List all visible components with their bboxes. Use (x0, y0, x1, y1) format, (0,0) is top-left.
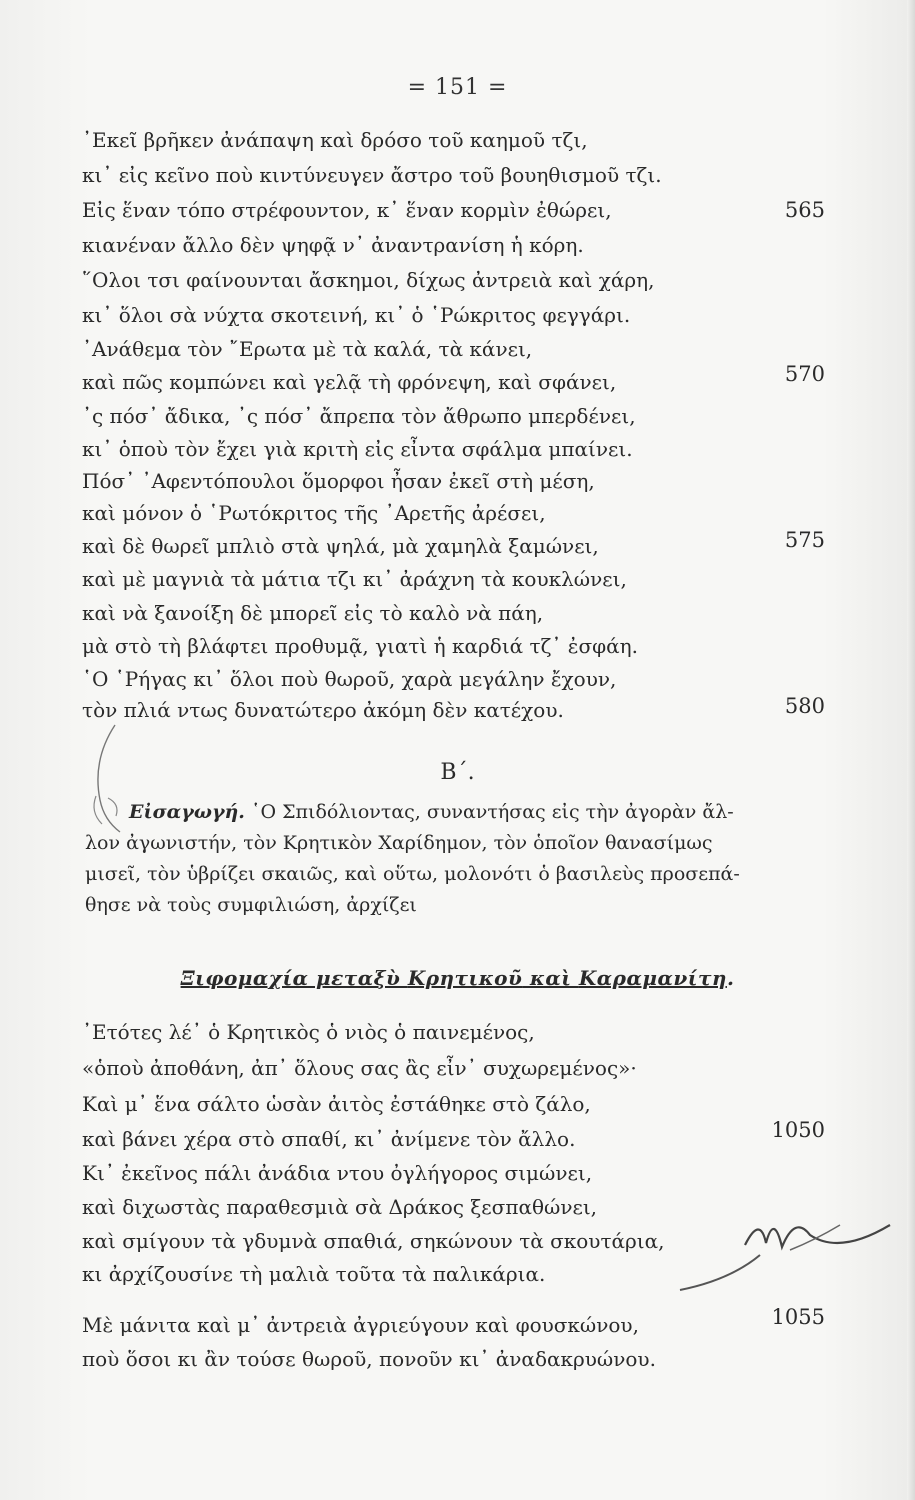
intro-line: θησε νὰ τοὺς συμφιλιώση, ἀρχίζει (85, 894, 417, 916)
line-number: 580 (784, 694, 825, 718)
intro-line (85, 797, 835, 828)
verse-line: Πόσ᾿ ᾿Αφεντόπουλοι ὅμορφοι ἦσαν ἐκεῖ στὴ μέση, (82, 469, 595, 493)
verse-line: ᾿Εκεῖ βρῆκεν ἀνάπαψη καὶ δρόσο τοῦ καημοῦ τζι, (82, 128, 588, 152)
verse-line: καὶ μόνον ὁ ῾Ρωτόκριτος τῆς ᾿Αρετῆς ἀρέσει, (82, 501, 546, 525)
line-number: 1055 (771, 1305, 825, 1329)
line-number: 1050 (771, 1118, 825, 1142)
verse-line: κι᾿ εἰς κεῖνο ποὺ κιντύνευγεν ἄστρο τοῦ βουηθισμοῦ τζι. (82, 163, 662, 187)
intro-line: λον ἀγωνιστήν, τὸν Κρητικὸν Χαρίδημον, τὸν ὁποῖον θανασίμως (85, 832, 713, 854)
verse-line: καὶ βάνει χέρα στὸ σπαθί, κι᾿ ἀνίμενε τὸν ἄλλο. (82, 1127, 576, 1151)
verse-line: καὶ πῶς κομπώνει καὶ γελᾷ τὴ φρόνεψη, καὶ σφάνει, (82, 370, 617, 394)
verse-line: τὸν πλιά ντως δυνατώτερο ἀκόμη δὲν κατέχου. (82, 698, 564, 722)
verse-line: καὶ νὰ ξανοίξη δὲ μπορεῖ εἰς τὸ καλὸ νὰ πάη, (82, 601, 544, 625)
verse-line: Μὲ μάνιτα καὶ μ᾿ ἀντρειὰ ἀγριεύγουν καὶ φουσκώνου, (82, 1313, 639, 1337)
verse-line: Καὶ μ᾿ ἕνα σάλτο ὡσὰν ἀιτὸς ἐστάθηκε στὸ ζάλο, (82, 1092, 591, 1116)
verse-line: κιανέναν ἄλλο δὲν ψηφᾷ ν᾿ ἀναντρανίση ἡ κόρη. (82, 233, 584, 257)
verse-line: καὶ μὲ μαγνιὰ τὰ μάτια τζι κι᾿ ἀράχνη τὰ κουκλώνει, (82, 567, 627, 591)
verse-line: μὰ στὸ τὴ βλάφτει προθυμᾷ, γιατὶ ἡ καρδιά τζ᾿ ἐσφάη. (82, 634, 639, 658)
verse-line: «ὁποὺ ἀποθάνη, ἀπ᾿ ὅλους σας ἂς εἶν᾿ συχωρεμένος»· (82, 1056, 637, 1080)
section-subtitle: Ξιφομαχία μεταξὺ Κρητικοῦ καὶ Καραμανίτη. (180, 966, 735, 990)
verse-line: κι᾿ ὁποὺ τὸν ἔχει γιὰ κριτὴ εἰς εἶντα σφάλμα μπαίνει. (82, 437, 633, 461)
verse-line: Κι᾿ ἐκεῖνος πάλι ἀνάδια ντου ὀγλήγορος σιμώνει, (82, 1161, 593, 1185)
section-heading: Β΄. (440, 760, 475, 785)
introduction-paragraph (85, 797, 835, 921)
verse-line: ᾿Ετότες λέ᾿ ὁ Κρητικὸς ὁ νιὸς ὁ παινεμένος, (82, 1020, 535, 1044)
page-edge-shadow (907, 0, 915, 1500)
line-number: 570 (784, 362, 825, 386)
page-number: = 151 = (407, 75, 508, 100)
verse-line: κι ἀρχίζουσίνε τὴ μαλιὰ τοῦτα τὰ παλικάρια. (82, 1262, 546, 1286)
verse-line: ῾Ο ῾Ρήγας κι᾿ ὅλοι ποὺ θωροῦ, χαρὰ μεγάλην ἔχουν, (82, 667, 617, 691)
line-number: 575 (784, 528, 825, 552)
verse-line: καὶ δὲ θωρεῖ μπλιὸ στὰ ψηλά, μὰ χαμηλὰ ξαμώνει, (82, 534, 599, 558)
verse-line: ῞Ολοι τσι φαίνουνται ἄσκημοι, δίχως ἀντρειὰ καὶ χάρη, (82, 268, 655, 292)
verse-line: ᾿ς πόσ᾿ ἄδικα, ᾿ς πόσ᾿ ἄπρεπα τὸν ἄθρωπο μπερδένει, (82, 404, 636, 428)
intro-label: Εἰσαγωγή. (129, 801, 245, 823)
intro-text: ῾Ο Σπιδόλιοντας, συναντήσας εἰς τὴν ἀγορὰν ἄλ- (250, 801, 734, 823)
verse-line: κι᾿ ὅλοι σὰ νύχτα σκοτεινή, κι᾿ ὁ ῾Ρώκριτος φεγγάρι. (82, 303, 631, 327)
verse-line: καὶ διχωστὰς παραθεσμιὰ σὰ Δράκος ξεσπαθώνει, (82, 1195, 598, 1219)
verse-line: ᾿Ανάθεμα τὸν ῎Ερωτα μὲ τὰ καλά, τὰ κάνει, (82, 337, 533, 361)
verse-line: Εἰς ἕναν τόπο στρέφουντον, κ᾿ ἕναν κορμὶν ἐθώρει, (82, 198, 612, 222)
line-number: 565 (784, 198, 825, 222)
intro-line: μισεῖ, τὸν ὑβρίζει σκαιῶς, καὶ οὕτω, μολονότι ὁ βασιλεὺς προσεπά- (85, 863, 740, 885)
verse-line: καὶ σμίγουν τὰ γδυμνὰ σπαθιά, σηκώνουν τὰ σκουτάρια, (82, 1229, 665, 1253)
verse-line: ποὺ ὅσοι κι ἂν τούσε θωροῦ, πονοῦν κι᾿ ἀναδακρυώνου. (82, 1347, 656, 1371)
